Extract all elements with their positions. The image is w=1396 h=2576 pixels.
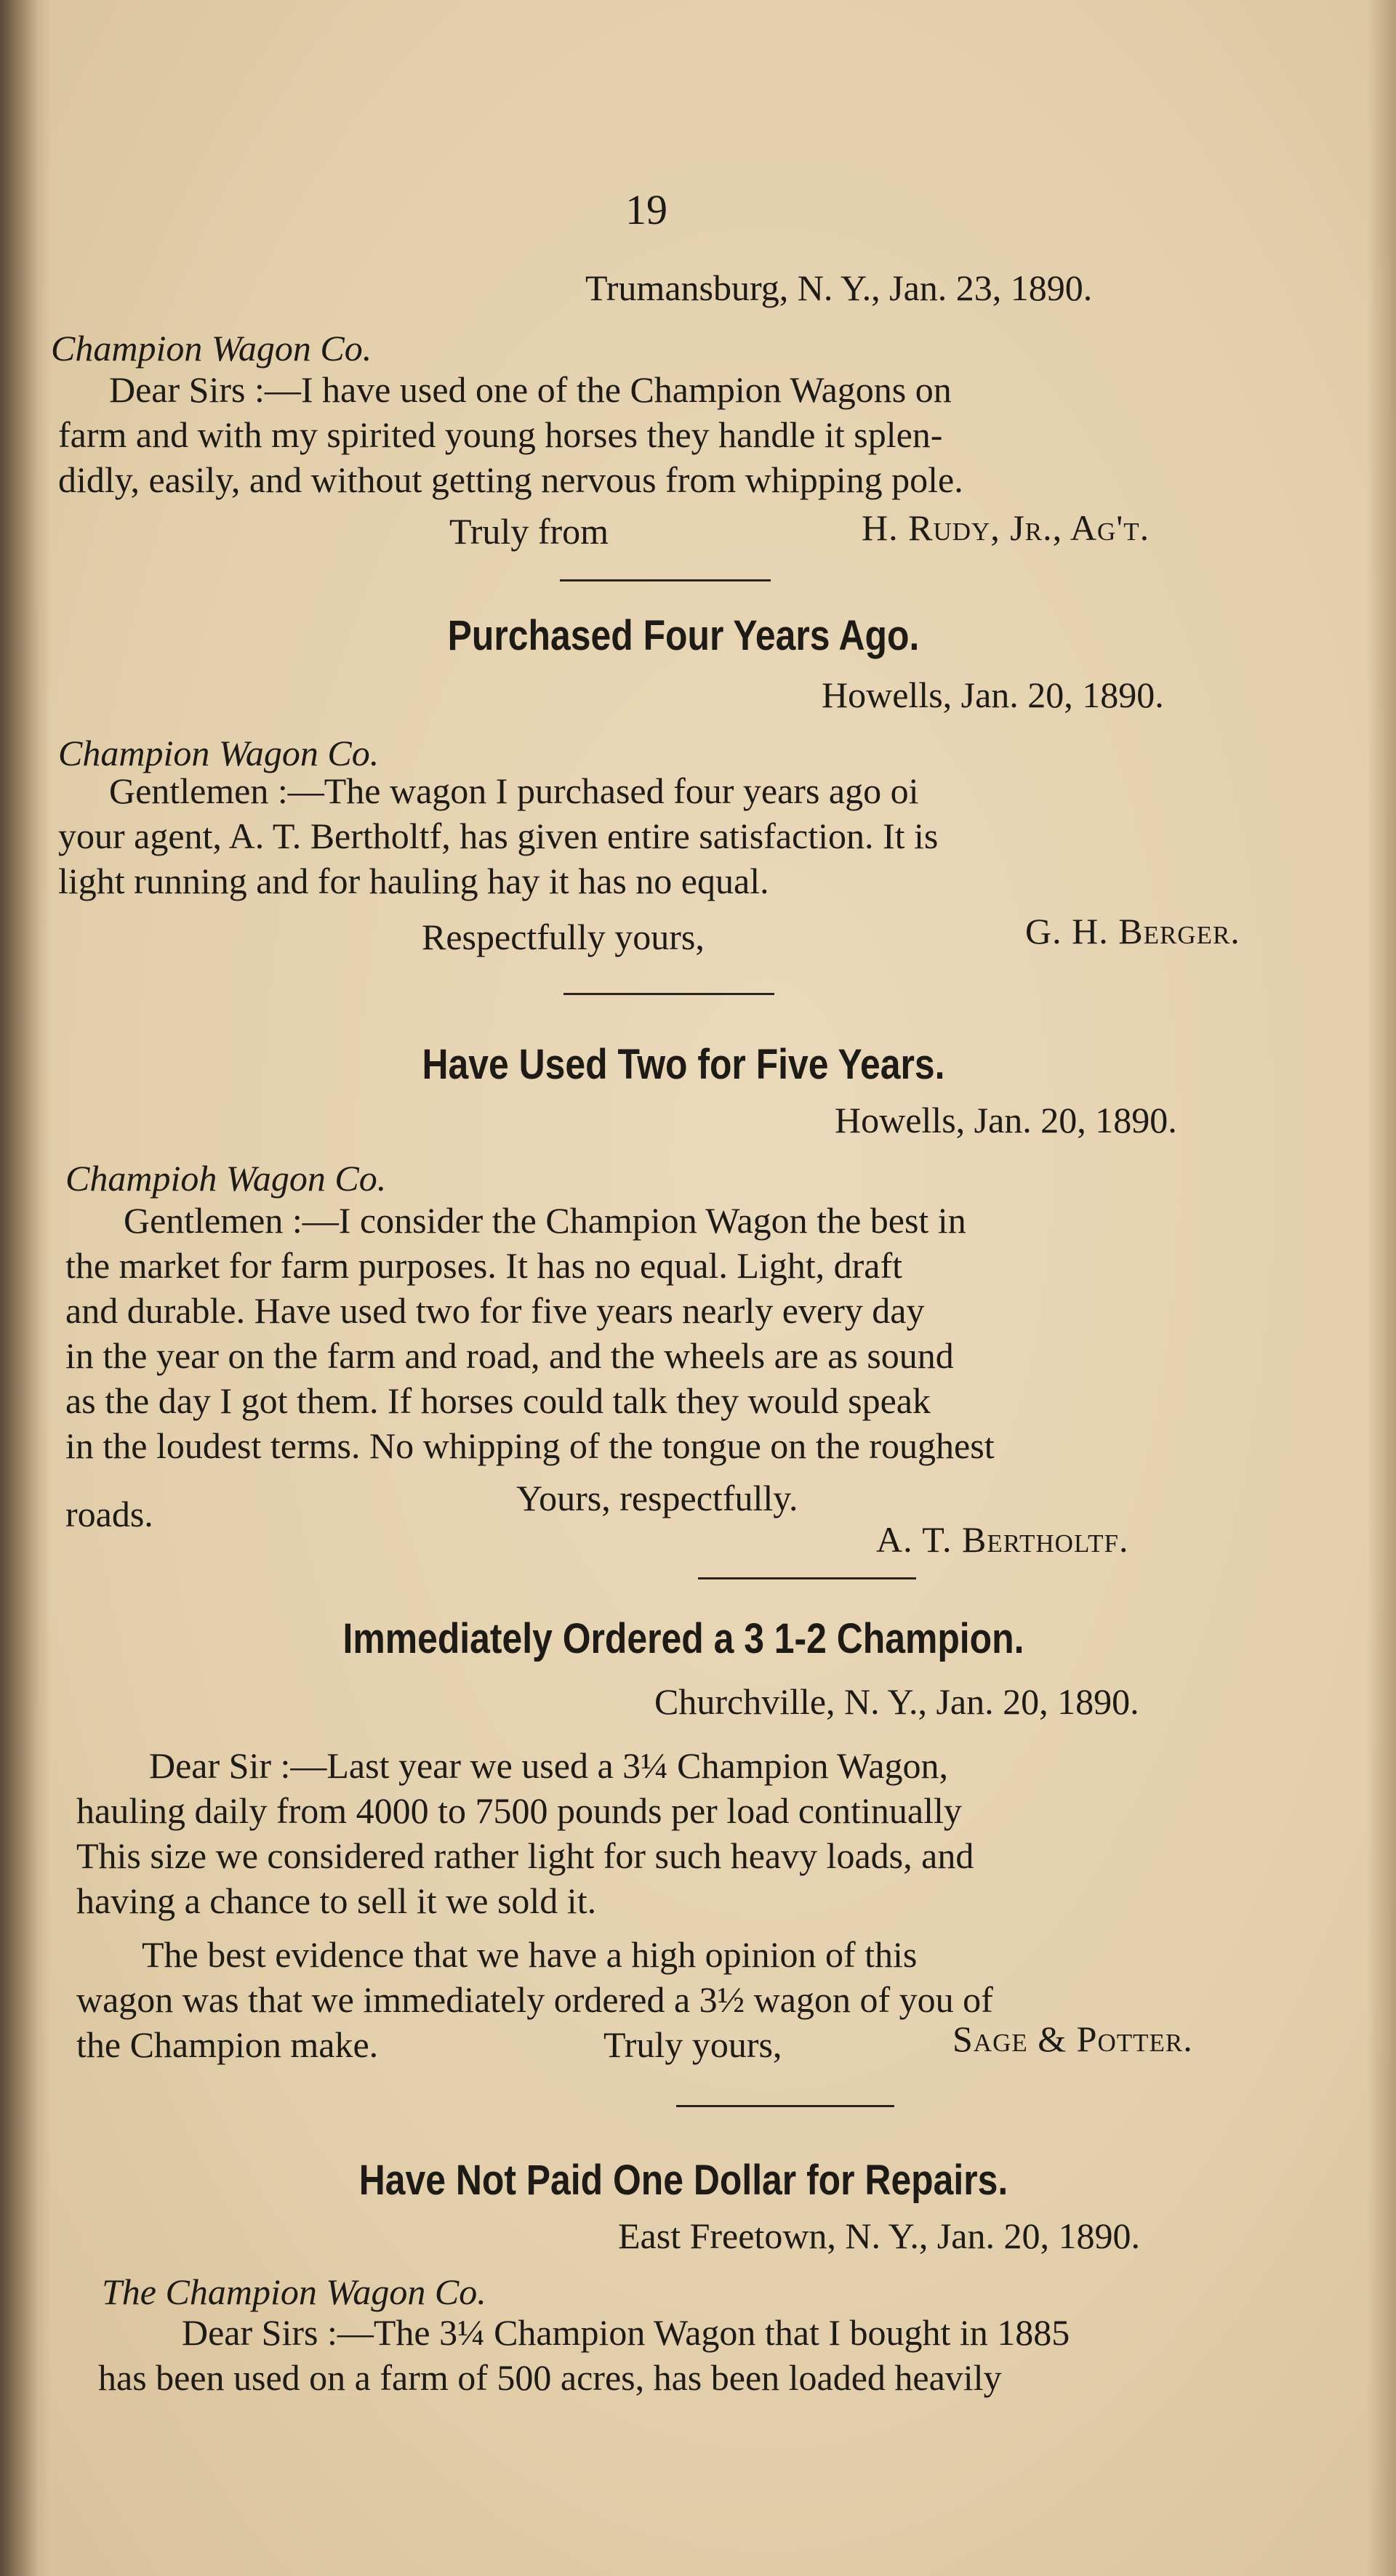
letter-signature: Sage & Potter. <box>952 2018 1193 2059</box>
letter-closing: Yours, respectfully. <box>516 1478 798 1518</box>
letter-body-line: roads. <box>65 1494 153 1534</box>
letter-closing: Respectfully yours, <box>422 917 705 957</box>
letter-body-line: has been used on a farm of 500 acres, has been loaded heavily <box>98 2357 1002 2398</box>
letter-body-line: light running and for hauling hay it has no equal. <box>58 861 769 901</box>
letter-place-date: Howells, Jan. 20, 1890. <box>835 1100 1177 1140</box>
letter-body-line: Dear Sirs :—The 3¼ Champion Wagon that I bought in 1885 <box>182 2312 1070 2353</box>
letter-signature: A. T. Bertholtf. <box>876 1519 1129 1560</box>
letter-body-line: This size we considered rather light for such heavy loads, and <box>76 1835 974 1876</box>
letter-body-line: farm and with my spirited young horses they handle it splen- <box>58 414 943 455</box>
letter-body-line: the market for farm purposes. It has no equal. Light, draft <box>65 1245 903 1286</box>
page-content <box>51 0 1309 2576</box>
letter-body-line: Gentlemen :—The wagon I purchased four years ago oi <box>109 770 919 811</box>
book-gutter-shadow <box>0 0 51 2576</box>
letter-heading: Have Used Two for Five Years. <box>422 1041 945 1088</box>
letter-addressee: Champioh Wagon Co. <box>65 1158 387 1199</box>
page-edge-shadow <box>1367 0 1396 2576</box>
section-divider <box>563 993 774 995</box>
letter-heading: Have Not Paid One Dollar for Repairs. <box>358 2157 1008 2204</box>
letter-heading: Purchased Four Years Ago. <box>447 612 920 659</box>
letter-place-date: Howells, Jan. 20, 1890. <box>822 675 1164 715</box>
letter-body-line: Dear Sir :—Last year we used a 3¼ Champion Wagon, <box>149 1745 948 1786</box>
letter-body-line: your agent, A. T. Bertholtf, has given entire satisfaction. It is <box>58 816 939 856</box>
letter-signature: G. H. Berger. <box>1025 911 1240 951</box>
letter-addressee: Champion Wagon Co. <box>58 733 380 773</box>
letter-body-line: The best evidence that we have a high opinion of this <box>142 1934 918 1975</box>
letter-body-line: Gentlemen :—I consider the Champion Wagon the best in <box>124 1200 966 1241</box>
letter-place-date: Trumansburg, N. Y., Jan. 23, 1890. <box>585 267 1093 308</box>
letter-body-line: in the year on the farm and road, and the wheels are as sound <box>65 1335 954 1376</box>
letter-body-line: the Champion make. <box>76 2024 379 2065</box>
letter-closing: Truly from <box>449 511 609 552</box>
letter-body-line: hauling daily from 4000 to 7500 pounds per load continually <box>76 1790 962 1831</box>
letter-heading: Immediately Ordered a 3 1-2 Champion. <box>342 1615 1024 1662</box>
letter-addressee: The Champion Wagon Co. <box>102 2271 486 2312</box>
letter-closing: Truly yours, <box>603 2024 782 2065</box>
section-divider <box>560 579 771 581</box>
letter-body-line: as the day I got them. If horses could talk they would speak <box>65 1380 931 1421</box>
letter-place-date: Churchville, N. Y., Jan. 20, 1890. <box>654 1681 1139 1722</box>
section-divider <box>676 2105 894 2107</box>
letter-body-line: didly, easily, and without getting nervous from whipping pole. <box>58 459 963 500</box>
letter-body-line: and durable. Have used two for five years nearly every day <box>65 1290 925 1331</box>
letter-place-date: East Freetown, N. Y., Jan. 20, 1890. <box>618 2215 1140 2256</box>
letter-body-line: in the loudest terms. No whipping of the tongue on the roughest <box>65 1425 995 1466</box>
letter-body-line: Dear Sirs :—I have used one of the Champion Wagons on <box>109 369 952 410</box>
page-number: 19 <box>625 186 667 233</box>
letter-body-line: having a chance to sell it we sold it. <box>76 1880 597 1921</box>
letter-body-line: wagon was that we immediately ordered a 3½ wagon of you of <box>76 1979 993 2020</box>
letter-signature: H. Rudy, Jr., Ag't. <box>862 507 1150 548</box>
letter-addressee: Champion Wagon Co. <box>51 328 372 369</box>
section-divider <box>698 1577 916 1579</box>
